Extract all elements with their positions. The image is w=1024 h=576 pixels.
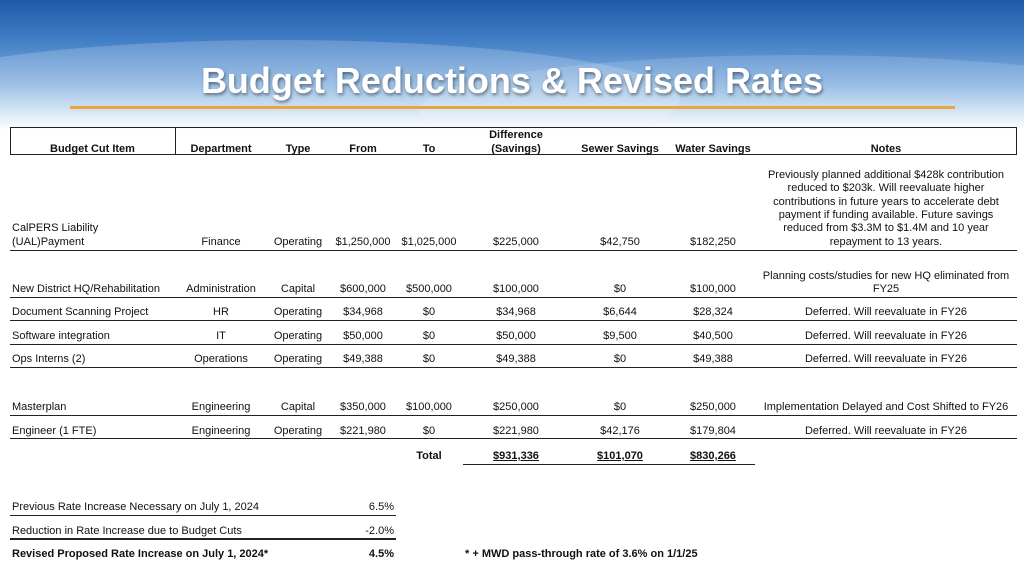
row-divider — [10, 415, 1017, 416]
total-sewer-savings: $101,070 — [597, 450, 643, 462]
row-water-savings: $28,324 — [693, 306, 733, 318]
row-to: $0 — [422, 306, 436, 318]
row-difference: $49,388 — [496, 353, 536, 365]
row-difference: $50,000 — [496, 330, 536, 342]
row-type: Operating — [273, 353, 323, 365]
row-item: Ops Interns (2) — [12, 353, 86, 365]
row-note-line: reduced from $3.3M to $1.4M and 10 year — [783, 222, 989, 234]
row-note-line: Previously planned additional $428k contribution — [767, 169, 1005, 181]
header-notes: Notes — [870, 143, 902, 155]
row-from: $600,000 — [340, 283, 386, 295]
row-sewer-savings: $42,176 — [600, 425, 640, 437]
row-item: Document Scanning Project — [12, 306, 149, 318]
row-note-line: FY25 — [872, 283, 900, 295]
header-sewer-savings: Sewer Savings — [581, 143, 659, 155]
row-type: Operating — [273, 306, 323, 318]
mwd-footnote: * + MWD pass-through rate of 3.6% on 1/1/25 — [465, 548, 698, 560]
row-item: (UAL)Payment — [12, 236, 85, 248]
row-from: $34,968 — [343, 306, 383, 318]
row-item: Software integration — [12, 330, 110, 342]
row-type: Operating — [273, 330, 323, 342]
row-divider — [10, 367, 1017, 368]
header-department: Department — [190, 143, 252, 155]
row-to: $0 — [422, 425, 436, 437]
row-difference: $250,000 — [493, 401, 539, 413]
header-budget-cut-item: Budget Cut Item — [50, 143, 135, 155]
row-item: Masterplan — [12, 401, 67, 413]
row-item: New District HQ/Rehabilitation — [12, 283, 160, 295]
row-divider — [10, 297, 1017, 298]
row-from: $221,980 — [340, 425, 386, 437]
row-from: $1,250,000 — [335, 236, 391, 248]
row-department: Engineering — [191, 401, 251, 413]
row-divider — [10, 250, 1017, 251]
row-department: HR — [213, 306, 229, 318]
header-difference-savings: (Savings) — [491, 143, 541, 155]
row-item: Engineer (1 FTE) — [12, 425, 97, 437]
row-divider — [10, 320, 1017, 321]
row-sewer-savings: $6,644 — [603, 306, 637, 318]
slide-title: Budget Reductions & Revised Rates — [200, 60, 824, 101]
previous-rate-label: Previous Rate Increase Necessary on July 1, 2024 — [12, 501, 260, 513]
row-difference: $225,000 — [493, 236, 539, 248]
reduction-rate-value: -2.0% — [365, 525, 394, 537]
row-note-line: Deferred. Will reevaluate in FY26 — [804, 425, 967, 437]
revised-rate-label: Revised Proposed Rate Increase on July 1, 2024* — [12, 548, 269, 560]
row-to: $1,025,000 — [401, 236, 457, 248]
row-to: $0 — [422, 353, 436, 365]
revised-rate-value: 4.5% — [368, 548, 394, 560]
row-difference: $34,968 — [496, 306, 536, 318]
row-water-savings: $179,804 — [690, 425, 736, 437]
row-sewer-savings: $9,500 — [603, 330, 637, 342]
row-water-savings: $49,388 — [693, 353, 733, 365]
rate-divider — [10, 515, 396, 516]
row-from: $50,000 — [343, 330, 383, 342]
row-note-line: repayment to 13 years. — [829, 236, 943, 248]
row-department: Operations — [194, 353, 248, 365]
row-department: IT — [216, 330, 226, 342]
row-type: Operating — [273, 236, 323, 248]
row-sewer-savings: $0 — [613, 283, 627, 295]
row-water-savings: $100,000 — [690, 283, 736, 295]
row-note-line: Deferred. Will reevaluate in FY26 — [804, 330, 967, 342]
row-difference: $100,000 — [493, 283, 539, 295]
title-underline — [70, 106, 955, 109]
row-water-savings: $40,500 — [693, 330, 733, 342]
row-water-savings: $182,250 — [690, 236, 736, 248]
row-note-line: contributions in future years to accelerate debt — [773, 196, 999, 208]
row-divider — [10, 344, 1017, 345]
row-to: $0 — [422, 330, 436, 342]
row-department: Administration — [186, 283, 256, 295]
rate-divider — [10, 538, 396, 540]
header-to: To — [422, 143, 436, 155]
total-difference: $931,336 — [493, 450, 539, 462]
total-double-underline — [463, 464, 755, 465]
header-difference: Difference — [489, 129, 543, 141]
header-from: From — [349, 143, 377, 155]
row-department: Finance — [201, 236, 241, 248]
row-sewer-savings: $0 — [613, 353, 627, 365]
row-type: Capital — [280, 401, 316, 413]
row-from: $49,388 — [343, 353, 383, 365]
header-water-savings: Water Savings — [675, 143, 751, 155]
row-to: $100,000 — [406, 401, 452, 413]
row-note-line: Deferred. Will reevaluate in FY26 — [804, 306, 967, 318]
row-water-savings: $250,000 — [690, 401, 736, 413]
header-type: Type — [285, 143, 311, 155]
reduction-rate-label: Reduction in Rate Increase due to Budget Cuts — [12, 525, 242, 537]
row-note-line: Deferred. Will reevaluate in FY26 — [804, 353, 967, 365]
total-water-savings: $830,266 — [690, 450, 736, 462]
row-note-line: payment if funding available. Future savings — [778, 209, 994, 221]
row-department: Engineering — [191, 425, 251, 437]
row-to: $500,000 — [406, 283, 452, 295]
row-note-line: Implementation Delayed and Cost Shifted to FY26 — [763, 401, 1009, 413]
row-type: Capital — [280, 283, 316, 295]
row-type: Operating — [273, 425, 323, 437]
previous-rate-value: 6.5% — [368, 501, 394, 513]
row-divider — [10, 438, 1017, 439]
row-difference: $221,980 — [493, 425, 539, 437]
row-sewer-savings: $0 — [613, 401, 627, 413]
row-sewer-savings: $42,750 — [600, 236, 640, 248]
total-label: Total — [416, 450, 442, 462]
row-item: CalPERS Liability — [12, 222, 99, 234]
row-note-line: Planning costs/studies for new HQ eliminated from — [762, 270, 1010, 282]
row-from: $350,000 — [340, 401, 386, 413]
row-note-line: reduced to $203k. Will reevaluate higher — [787, 182, 985, 194]
